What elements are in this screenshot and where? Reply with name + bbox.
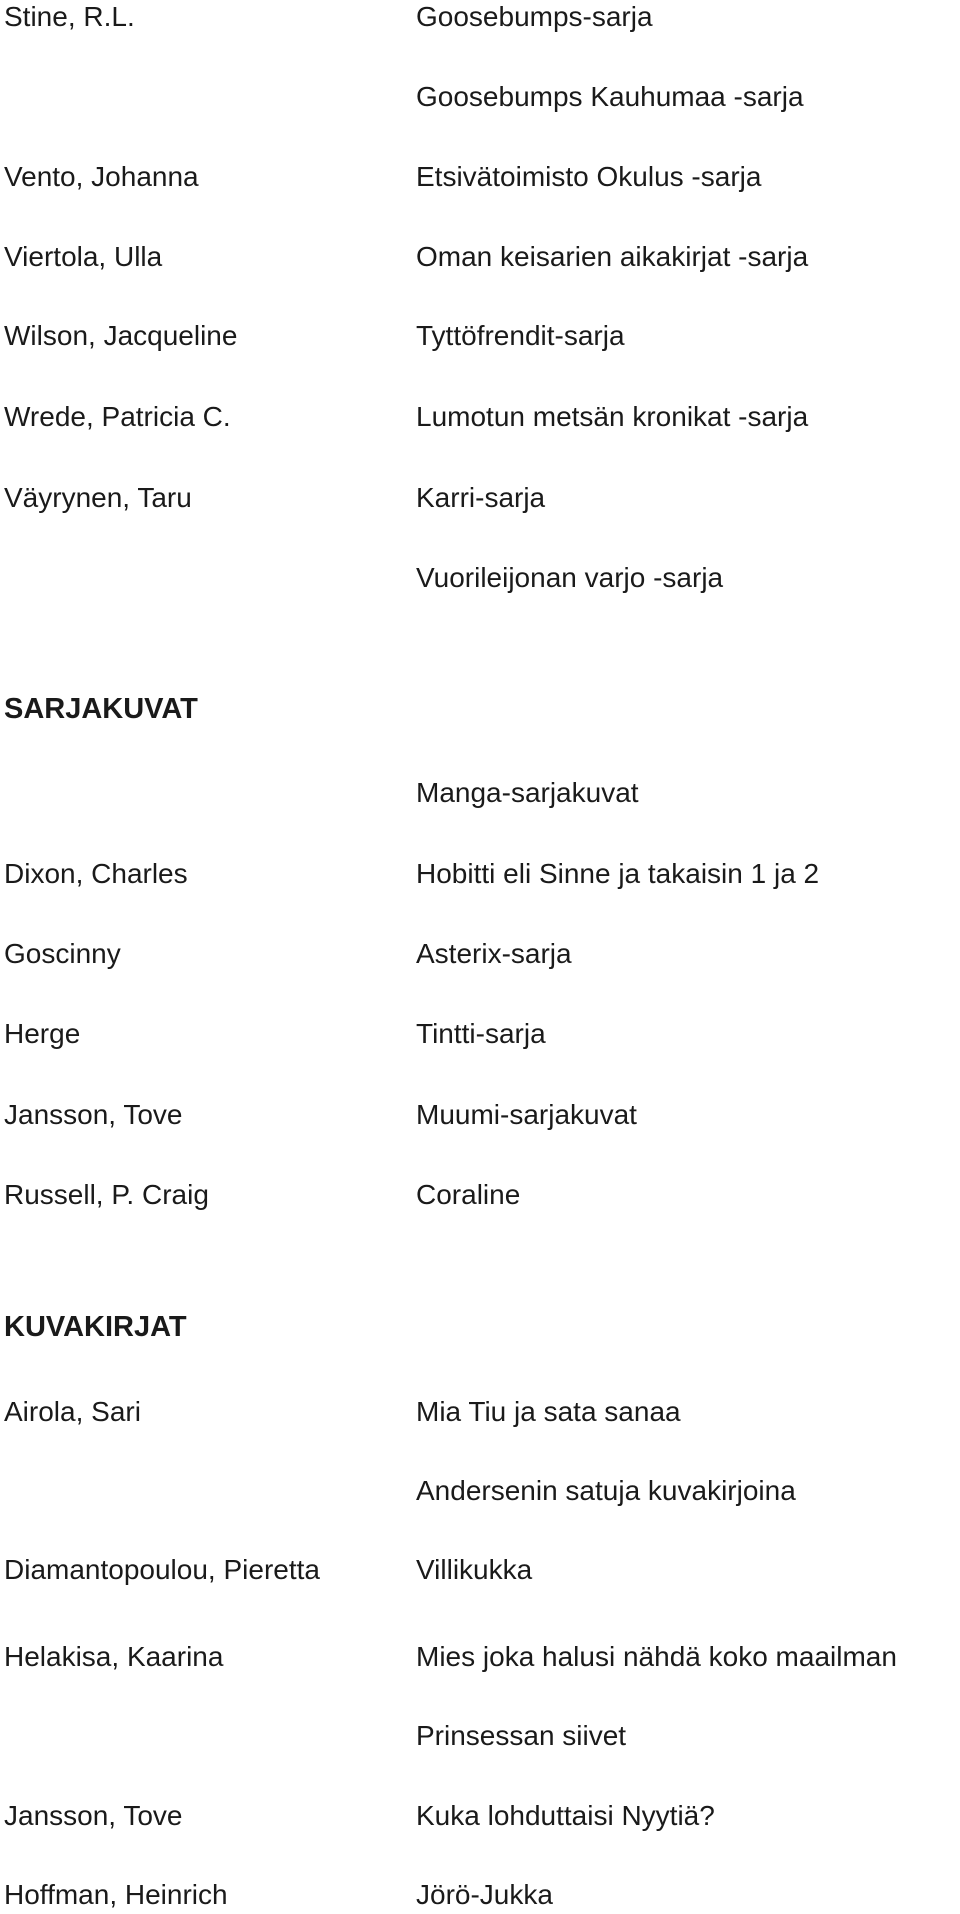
author-name: Dixon, Charles bbox=[4, 858, 188, 889]
book-title: Andersenin satuja kuvakirjoina bbox=[416, 1475, 796, 1506]
book-title: Coraline bbox=[416, 1179, 521, 1210]
section-heading-sarjakuvat: SARJAKUVAT bbox=[4, 693, 198, 725]
book-title: Prinsessan siivet bbox=[416, 1720, 627, 1751]
author-name: Wrede, Patricia C. bbox=[4, 401, 231, 432]
book-title: Oman keisarien aikakirjat -sarja bbox=[416, 241, 809, 272]
author-name: Herge bbox=[4, 1018, 81, 1049]
book-title: Kuka lohduttaisi Nyytiä? bbox=[416, 1800, 715, 1831]
book-title: Karri-sarja bbox=[416, 482, 546, 513]
book-title: Asterix-sarja bbox=[416, 938, 572, 969]
author-name: Goscinny bbox=[4, 938, 121, 969]
book-title: Mia Tiu ja sata sanaa bbox=[416, 1396, 681, 1427]
book-title: Hobitti eli Sinne ja takaisin 1 ja 2 bbox=[416, 858, 820, 889]
book-title: Etsivätoimisto Okulus -sarja bbox=[416, 161, 762, 192]
author-name: Vento, Johanna bbox=[4, 161, 199, 192]
book-title: Tintti-sarja bbox=[416, 1018, 546, 1049]
author-name: Diamantopoulou, Pieretta bbox=[4, 1554, 320, 1585]
author-name: Hoffman, Heinrich bbox=[4, 1879, 228, 1910]
author-name: Russell, P. Craig bbox=[4, 1179, 209, 1210]
book-title: Mies joka halusi nähdä koko maailman bbox=[416, 1641, 897, 1672]
author-name: Viertola, Ulla bbox=[4, 241, 163, 272]
book-title: Goosebumps-sarja bbox=[416, 1, 653, 32]
book-title: Manga-sarjakuvat bbox=[416, 777, 639, 808]
book-title: Vuorileijonan varjo -sarja bbox=[416, 562, 724, 593]
section-heading-kuvakirjat: KUVAKIRJAT bbox=[4, 1311, 187, 1343]
book-title: Muumi-sarjakuvat bbox=[416, 1099, 637, 1130]
book-title: Jörö-Jukka bbox=[416, 1879, 553, 1910]
author-name: Jansson, Tove bbox=[4, 1800, 183, 1831]
book-title: Goosebumps Kauhumaa -sarja bbox=[416, 81, 804, 112]
author-name: Airola, Sari bbox=[4, 1396, 141, 1427]
author-name: Wilson, Jacqueline bbox=[4, 320, 238, 351]
author-name: Stine, R.L. bbox=[4, 1, 135, 32]
book-title: Tyttöfrendit-sarja bbox=[416, 320, 625, 351]
author-name: Helakisa, Kaarina bbox=[4, 1641, 224, 1672]
author-name: Jansson, Tove bbox=[4, 1099, 183, 1130]
book-title: Villikukka bbox=[416, 1554, 533, 1585]
author-name: Väyrynen, Taru bbox=[4, 482, 192, 513]
book-title: Lumotun metsän kronikat -sarja bbox=[416, 401, 809, 432]
